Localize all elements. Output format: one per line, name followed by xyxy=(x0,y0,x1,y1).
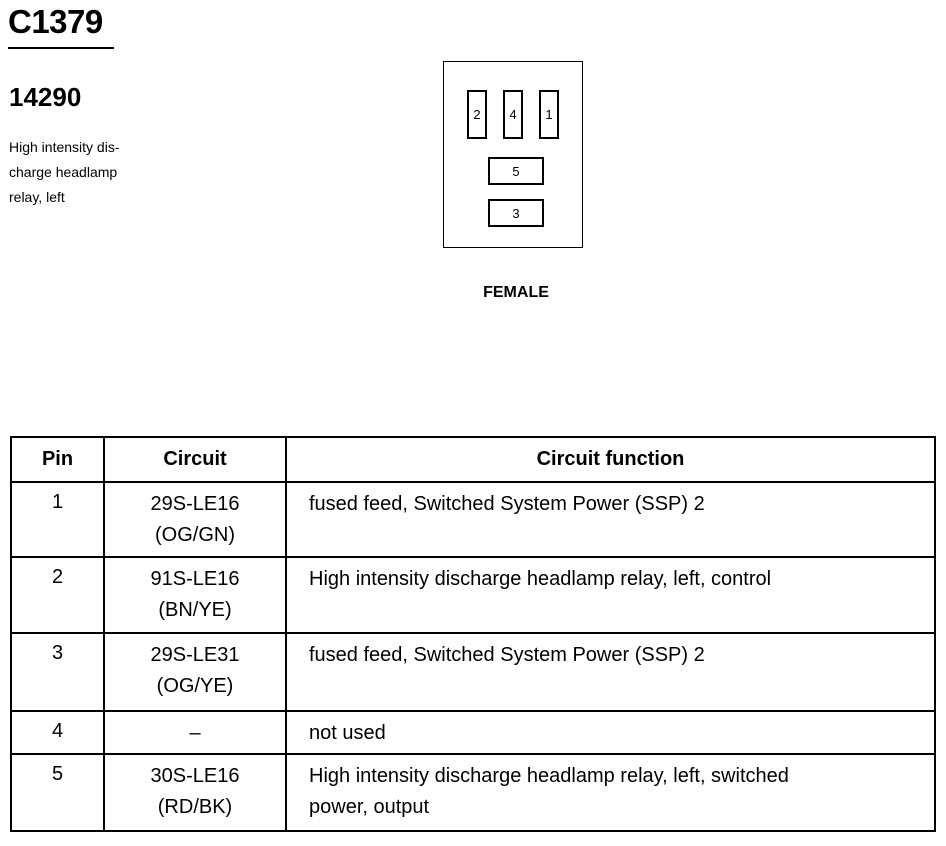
function-text: power, output xyxy=(309,796,430,818)
table-row xyxy=(11,482,935,557)
pin-cell: 4 xyxy=(11,711,104,754)
pin-cell: 5 xyxy=(11,754,104,831)
description-line: charge headlamp xyxy=(9,164,118,180)
circuit-cell xyxy=(104,711,286,754)
connector-description xyxy=(9,135,169,210)
header-pin: Pin xyxy=(11,437,104,482)
circuit-number: – xyxy=(189,722,201,744)
description-line: relay, left xyxy=(9,189,65,205)
header-circuit-function: Circuit function xyxy=(286,437,935,482)
part-number: 14290 xyxy=(9,82,82,112)
connector-id-underline xyxy=(8,47,114,49)
circuit-cell xyxy=(104,557,286,633)
pin-cavity-5: 5 xyxy=(488,157,544,185)
description-line: High intensity dis- xyxy=(9,139,120,155)
pin-cavity-3: 3 xyxy=(488,199,544,227)
connector-face-diagram xyxy=(443,61,583,248)
circuit-number: 29S-LE31 xyxy=(150,644,240,666)
connector-gender-label: FEMALE xyxy=(483,284,549,301)
pin-cell: 2 xyxy=(11,557,104,633)
header-circuit: Circuit xyxy=(104,437,286,482)
circuit-cell xyxy=(104,633,286,711)
function-cell xyxy=(286,633,935,711)
function-cell xyxy=(286,711,935,754)
function-text: High intensity discharge headlamp relay, left, control xyxy=(309,568,772,590)
pin-cell: 1 xyxy=(11,482,104,557)
pin-cell: 3 xyxy=(11,633,104,711)
function-text: fused feed, Switched System Power (SSP) 2 xyxy=(309,644,705,666)
wire-color: (OG/GN) xyxy=(155,524,235,546)
table-row xyxy=(11,557,935,633)
table-row xyxy=(11,711,935,754)
function-cell xyxy=(286,482,935,557)
wire-color: (OG/YE) xyxy=(156,675,234,697)
wire-color: (RD/BK) xyxy=(157,796,233,818)
wire-color: (BN/YE) xyxy=(158,599,232,621)
function-text: not used xyxy=(309,722,386,744)
table-row xyxy=(11,633,935,711)
function-text: High intensity discharge headlamp relay, left, switched xyxy=(309,765,789,787)
table-header-row xyxy=(11,437,935,482)
circuit-number: 91S-LE16 xyxy=(150,568,240,590)
pin-cavity-2: 2 xyxy=(467,90,487,139)
pinout-table xyxy=(10,436,936,832)
connector-id: C1379 xyxy=(8,3,103,40)
function-cell xyxy=(286,754,935,831)
function-text: fused feed, Switched System Power (SSP) 2 xyxy=(309,493,705,515)
circuit-cell xyxy=(104,482,286,557)
pin-cavity-4: 4 xyxy=(503,90,523,139)
circuit-number: 29S-LE16 xyxy=(150,493,240,515)
circuit-number: 30S-LE16 xyxy=(150,765,240,787)
circuit-cell xyxy=(104,754,286,831)
pin-cavity-1: 1 xyxy=(539,90,559,139)
table-row xyxy=(11,754,935,831)
function-cell xyxy=(286,557,935,633)
